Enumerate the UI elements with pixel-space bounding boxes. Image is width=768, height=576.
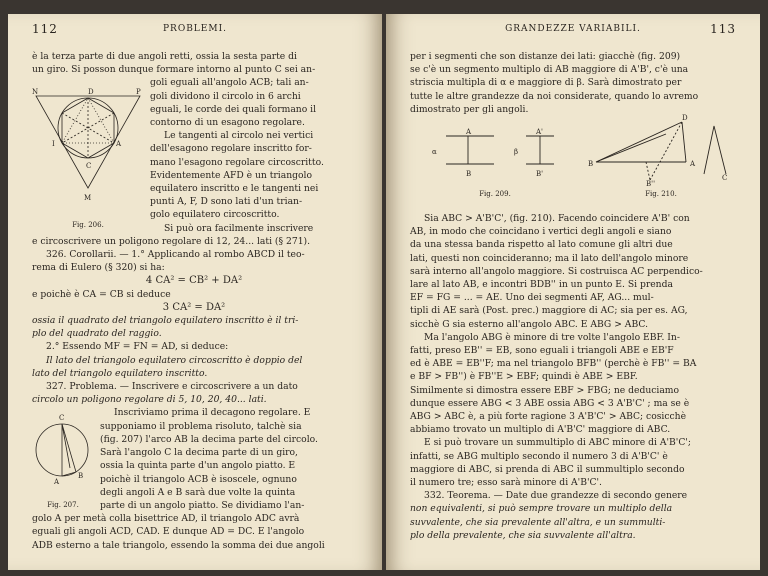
text-line: Le tangenti al circolo nei vertici — [164, 130, 314, 142]
text-line: goli dividono il circolo in 6 archi — [150, 90, 301, 102]
svg-text:B': B' — [536, 170, 544, 178]
text-line: (fig. 207) l'arco AB la decima parte del circolo. — [100, 433, 318, 445]
text-line: dimostrato per gli angoli. — [410, 103, 529, 115]
formula-euler: 4 CA² = CB² + DA² — [145, 275, 243, 287]
text-line: eguali gli angoli ACD, CAD. E dunque AD = DC. E l'angolo — [32, 526, 305, 538]
fig-207-caption: Fig. 207. — [47, 500, 79, 509]
text-line: equilatero inscritto e le tangenti nei — [150, 183, 319, 195]
text-line: Evidentemente AFD è un triangolo — [150, 169, 313, 181]
figure-206 — [32, 76, 144, 229]
svg-text:C: C — [86, 162, 92, 171]
text-line: e circoscrivere un poligono regolare di 12, 24... lati (§ 271). — [32, 235, 311, 247]
svg-text:B: B — [78, 472, 84, 481]
text-line: e BF > FB'') è FB''E > EBF; quindi è ABE > EBF. — [410, 371, 638, 383]
svg-text:β: β — [514, 148, 519, 156]
svg-text:M: M — [84, 194, 92, 203]
text-line: 332. Teorema. — Date due grandezze di secondo genere — [424, 490, 688, 502]
text-line: Ma l'angolo ABG è minore di tre volte l'angolo EBF. In- — [424, 331, 680, 343]
svg-text:A: A — [116, 140, 122, 149]
left-page — [8, 14, 382, 570]
text-line: degli angoli A e B sarà due volte la quinta — [100, 486, 296, 498]
text-line: E si può trovare un summultiplo di ABC minore di A'B'C'; — [424, 437, 691, 449]
text-line: supponiamo il problema risoluto, talchè sia — [100, 420, 302, 432]
text-line: sarà interno all'angolo maggiore. Si costruisca AC perpendico- — [410, 265, 703, 277]
text-line: tutte le altre grandezze da noi considerate, quando lo avremo — [410, 90, 699, 102]
svg-text:A: A — [466, 128, 472, 136]
svg-text:N: N — [32, 88, 39, 97]
text-line: dell'esagono regolare inscritto for- — [150, 143, 312, 155]
svg-text:A': A' — [536, 128, 543, 136]
left-body — [32, 50, 356, 552]
text-line: lare al lato AB, e incontri BDB'' in un punto E. Si prenda — [410, 279, 673, 291]
text-line: punti A, F, D sono lati d'un trian- — [150, 196, 303, 208]
svg-text:α: α — [432, 148, 437, 156]
svg-text:A: A — [54, 478, 60, 487]
text-line: Sia ABC > A'B'C', (fig. 210). Facendo coincidere A'B' con — [424, 213, 690, 224]
hexagon-diagram — [32, 76, 144, 214]
strips-diagram — [430, 124, 560, 186]
text-line: dunque essere ABG < 3 ABE ossia ABG < 3 A'B'C' ; ma se è — [410, 397, 690, 409]
figure-210 — [586, 114, 736, 204]
text-line: un giro. Si posson dunque formare intorno al punto C sei an- — [32, 64, 316, 76]
text-line: Si può ora facilmente inscrivere — [164, 222, 314, 234]
text-line: plo della prevalente, che sia suvvalente all'altra. — [410, 529, 636, 541]
text-line: Inscriviamo prima il decagono regolare. E — [114, 407, 311, 419]
decagon-diagram — [32, 406, 94, 494]
text-line: golo equilatero circoscritto. — [150, 209, 280, 221]
text-line: ed è ABE = EB''F; ma nel triangolo BFB'' (perchè è FB'' = BA — [410, 358, 697, 370]
text-line: da una stessa banda rispetto al lato comune gli altri due — [410, 239, 673, 251]
text-line: eguali, le corde dei quali formano il — [150, 103, 317, 115]
text-line: ossia il quadrato del triangolo equilatero inscritto è il tri- — [32, 315, 299, 327]
text-line: Il lato del triangolo equilatero circoscritto è doppio del — [46, 354, 303, 366]
text-line: AB, in modo che coincidano i vertici degli angoli e siano — [410, 226, 672, 238]
text-line: 2.° Essendo MF = FN = AD, si deduce: — [46, 341, 229, 353]
right-body-top — [410, 50, 734, 116]
text-line: per i segmenti che son distanze dei lati: giacchè (fig. 209) — [410, 51, 681, 62]
svg-text:B: B — [466, 170, 472, 178]
text-line: fatti, preso EB'' = EB, sono eguali i triangoli ABE e EB'F — [410, 345, 674, 357]
right-page-number: 113 — [710, 22, 736, 36]
text-line: lati, questi non coincideranno; ma il lato dell'angolo minore — [410, 252, 689, 264]
svg-text:D: D — [88, 88, 94, 97]
text-line: goli eguali all'angolo ACB; tali an- — [150, 77, 309, 89]
text-line: ADB esterno a tale triangolo, essendo la somma dei due angoli — [32, 539, 325, 551]
text-line: sicchè G sia esterno all'angolo ABC. E ABG > ABC. — [410, 318, 648, 330]
text-line: rema di Eulero (§ 320) si ha: — [32, 262, 165, 274]
text-line: infatti, se ABG multiplo secondo il numero 3 di A'B'C' è — [410, 450, 668, 462]
right-running-head: GRANDEZZE VARIABILI. — [505, 24, 641, 34]
fig-209-caption: Fig. 209. — [479, 190, 511, 198]
text-line: abbiamo trovato un multiplo di A'B'C' maggiore di ABC. — [410, 424, 671, 436]
text-line: tipli di AE sarà (Post. prec.) maggiore di AC; sia per es. AG, — [410, 305, 688, 317]
left-page-number: 112 — [32, 22, 58, 36]
text-line: e poichè è CA = CB si deduce — [32, 288, 171, 300]
svg-text:D: D — [682, 114, 688, 122]
fig-210-caption: Fig. 210. — [645, 190, 677, 198]
right-header — [410, 24, 736, 34]
figure-207 — [32, 406, 94, 509]
text-line: non equivalenti, si può sempre trovare un multiplo della — [410, 503, 673, 515]
svg-text:P: P — [136, 88, 141, 97]
svg-text:C: C — [59, 414, 65, 423]
text-line: contorno di un esagono regolare. — [150, 117, 305, 129]
text-line: lato del triangolo equilatero inscritto. — [32, 367, 208, 379]
text-line: 327. Problema. — Inscrivere e circoscrivere a un dato — [46, 381, 298, 393]
text-line: se c'è un segmento multiplo di AB maggiore di A'B', c'è una — [410, 64, 689, 76]
svg-text:B: B — [588, 160, 594, 168]
text-line: è la terza parte di due angoli retti, ossia la sesta parte di — [32, 51, 297, 62]
svg-text:B'': B'' — [646, 180, 655, 186]
angles-diagram — [586, 114, 736, 186]
text-line: striscia multipla di α e maggiore di β. Sarà dimostrato per — [410, 77, 682, 89]
text-line: golo A per metà colla bisettrice AD, il triangolo ADC avrà — [32, 513, 300, 525]
text-line: parte di un angolo piatto. Se dividiamo l'an- — [100, 499, 305, 511]
text-line: il numero tre; esso sarà minore di A'B'C'. — [410, 477, 602, 489]
svg-text:I: I — [52, 140, 55, 149]
left-running-head: PROBLEMI. — [162, 24, 227, 34]
svg-text:A: A — [690, 160, 696, 168]
fig-206-caption: Fig. 206. — [72, 220, 104, 229]
text-line: Similmente si dimostra essere EBF > FBG; ne deduciamo — [410, 384, 680, 396]
text-line: circolo un poligono regolare di 5, 10, 20, 40... lati. — [32, 394, 267, 406]
text-line: maggiore di ABC, si prenda di ABC il summultiplo secondo — [410, 463, 685, 475]
text-line: ABG > ABC è, a più forte ragione 3 A'B'C' > ABC; cosicchè — [410, 411, 687, 423]
formula-result: 3 CA² = DA² — [162, 301, 226, 313]
text-line: ossia la quinta parte d'un angolo piatto. E — [100, 460, 296, 472]
svg-text:C: C — [722, 174, 728, 182]
text-line: suvvalente, che sia prevalente all'altra, e un summulti- — [410, 516, 666, 528]
left-header — [32, 24, 358, 34]
text-line: plo del quadrato del raggio. — [32, 328, 162, 340]
text-line: EF = FG = ... = AE. Uno dei segmenti AF, AG... mul- — [410, 292, 654, 304]
text-line: 326. Corollarii. — 1.° Applicando al rombo ABCD il teo- — [46, 249, 305, 261]
text-line: mano l'esagono regolare circoscritto. — [150, 156, 324, 168]
right-page — [386, 14, 760, 570]
text-line: poichè il triangolo ACB è isoscele, ognuno — [100, 473, 297, 485]
right-body-bottom — [410, 212, 734, 542]
text-line: Sarà l'angolo C la decima parte di un giro, — [100, 447, 298, 459]
figure-209 — [430, 124, 560, 204]
